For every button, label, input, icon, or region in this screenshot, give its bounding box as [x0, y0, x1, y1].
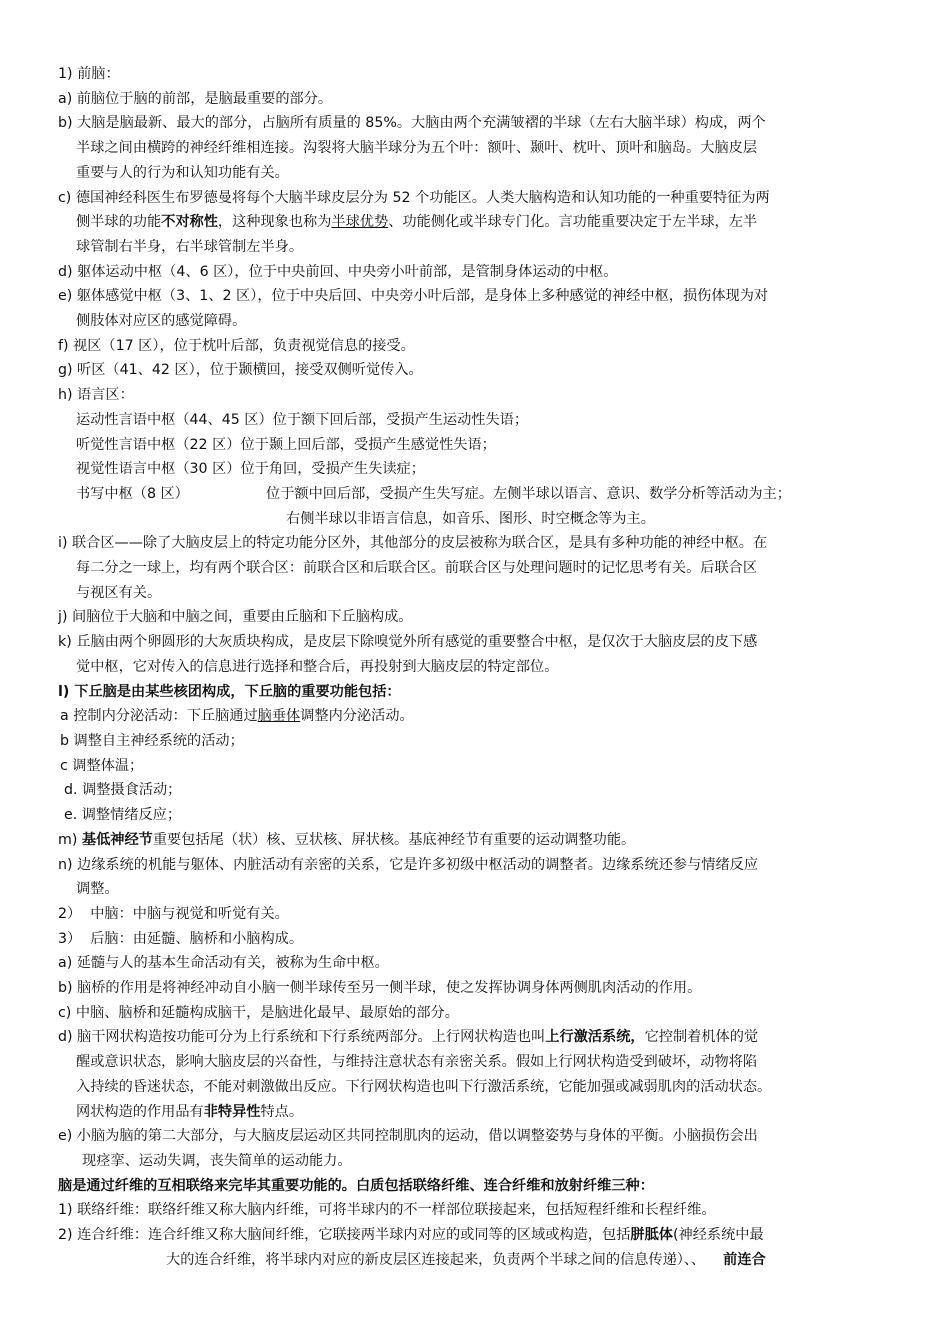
text-run: 重要包括尾（状）核、豆状核、屏状核。基底神经节有重要的运动调整功能。	[152, 831, 636, 848]
text-line: k) 丘脑由两个卵圆形的大灰质块构成，是皮层下除嗅觉外所有感觉的重要整合中枢，是仅次于大脑皮层的皮下感	[58, 634, 758, 651]
text-line	[58, 210, 895, 235]
text-run: (神经系统中最	[672, 1227, 764, 1244]
text-line: e. 调整情绪反应；	[64, 807, 182, 824]
text-line: 醒或意识状态，影响大脑皮层的兴奋性，与维持注意状态有亲密关系。假如上行网状构造受到破坏，动物将陷	[76, 1054, 758, 1071]
text-line: j) 间脑位于大脑和中脑之间，重要由丘脑和下丘脑构成。	[58, 609, 413, 626]
text-line: b) 脑桥的作用是将神经冲动自小脑一侧半球传至另一侧半球，使之发挥协调身体两侧肌肉活动的作用。	[58, 980, 702, 997]
text-run: 2) 连合纤维：连合纤维又称大脑间纤维，它联接两半球内对应的或同等的区域或构造，包括	[58, 1227, 631, 1244]
text-line: c 调整体温；	[60, 757, 144, 774]
underlined-term: 半球优势	[331, 214, 389, 231]
text-line: 3） 后脑：由延髓、脑桥和小脑构成。	[58, 930, 304, 947]
text-run: a 控制内分泌活动：下丘脑通过	[60, 708, 258, 725]
text-run: 侧半球的功能	[76, 214, 162, 231]
bold-term: 基低神经节	[81, 831, 153, 848]
text-line: n) 边缘系统的机能与躯体、内脏活动有亲密的关系，它是许多初级中枢活动的调整者。边缘系统还参与情绪反应	[58, 856, 759, 873]
text-line: 球管制右半身，右半球管制左半身。	[76, 238, 304, 255]
text-line: 2） 中脑：中脑与视觉和听觉有关。	[58, 905, 289, 922]
text-line	[58, 482, 895, 507]
text-run: 大的连合纤维，将半球内对应的新皮层区连接起来，负责两个半球之间的信息传递）、、	[166, 1251, 706, 1268]
text-line: 听觉性言语中枢（22 区）位于颞上回后部，受损产生感觉性失语；	[76, 436, 496, 453]
text-line: g) 听区（41、42 区），位于颞横回，接受双侧听觉传入。	[58, 362, 423, 379]
text-line: c) 中脑、脑桥和延髓构成脑干，是脑进化最早、最原始的部分。	[58, 1004, 459, 1021]
text-run: 位于额中回后部，受损产生失写症。左侧半球以语言、意识、数学分析等活动为主；	[266, 485, 791, 502]
text-line: i) 联合区——除了大脑皮层上的特定功能分区外，其他部分的皮层被称为联合区，是具有多种功能的神经中枢。在	[58, 535, 768, 552]
text-run: ，这种现象也称为	[217, 214, 332, 231]
text-line: e) 小脑为脑的第二大部分，与大脑皮层运动区共同控制肌肉的运动，借以调整姿势与身体的平衡。小脑损伤会出	[58, 1128, 758, 1145]
text-line: b) 大脑是脑最新、最大的部分，占脑所有质量的 85%。大脑由两个充满皱褶的半球（左右大脑半球）构成，两个	[58, 115, 766, 132]
text-run: 它控制着机体的觉	[644, 1029, 759, 1046]
text-line: f) 视区（17 区），位于枕叶后部，负责视觉信息的接受。	[58, 337, 415, 354]
text-line	[58, 704, 895, 729]
text-line	[58, 1248, 895, 1273]
bold-term: 非特异性	[203, 1103, 261, 1120]
text-line: 现痉挛、运动失调，丧失简单的运动能力。	[82, 1152, 352, 1169]
text-line: 调整。	[76, 881, 119, 898]
text-line: a) 延髓与人的基本生命活动有关，被称为生命中枢。	[58, 955, 389, 972]
text-run: 书写中枢（8 区）	[76, 485, 189, 502]
text-line: 1) 前脑：	[58, 66, 120, 82]
text-line: a) 前脑位于脑的前部，是脑最重要的部分。	[58, 90, 333, 107]
text-run: 调整内分泌活动。	[300, 708, 414, 725]
text-line: 视觉性语言中枢（30 区）位于角回，受损产生失读症；	[76, 461, 425, 478]
text-line: e) 躯体感觉中枢（3、1、2 区），位于中央后回、中央旁小叶后部，是身体上多种感觉的神经中枢，损伤体现为对	[58, 288, 769, 305]
text-run: 特点。	[260, 1103, 304, 1120]
text-run: 网状构造的作用品有	[76, 1103, 204, 1120]
bold-term: 胼胝体	[630, 1227, 673, 1244]
text-line: c) 德国神经科医生布罗德曼将每个大脑半球皮层分为 52 个功能区。人类大脑构造和认知功能的一种重要特征为两	[58, 189, 770, 206]
section-heading: 脑是通过纤维的互相联络来完毕其重要功能的。白质包括联络纤维、连合纤维和放射纤维三种：	[58, 1177, 654, 1194]
text-line: d) 躯体运动中枢（4、6 区），位于中央前回、中央旁小叶前部，是管制身体运动的中枢。	[58, 263, 618, 280]
text-line: 右侧半球以非语言信息，如音乐、图形、时空概念等为主。	[286, 510, 655, 527]
text-line: d. 调整摄食活动；	[64, 782, 182, 799]
underlined-term: 脑垂体	[257, 708, 301, 725]
text-line: b 调整自主神经系统的活动；	[60, 732, 244, 749]
text-line: 觉中枢，它对传入的信息进行选择和整合后，再投射到大脑皮层的特定部位。	[76, 658, 559, 675]
text-line: 每二分之一球上，均有两个联合区：前联合区和后联合区。前联合区与处理问题时的记忆思考有关。后联合区	[76, 560, 758, 577]
text-line: 重要与人的行为和认知功能有关。	[76, 164, 289, 181]
text-line	[58, 1100, 895, 1125]
text-run: m)	[58, 831, 82, 848]
text-line: 与视区有关。	[76, 584, 162, 601]
text-line: h) 语言区：	[58, 387, 134, 404]
text-line	[58, 828, 895, 853]
bold-term: 不对称性	[161, 214, 218, 231]
text-line	[58, 1223, 895, 1248]
text-line: 1) 联络纤维：联络纤维又称大脑内纤维，可将半球内的不一样部位联接起来，包括短程纤维和长程纤维。	[58, 1202, 716, 1219]
text-line: 侧肢体对应区的感觉障碍。	[76, 313, 247, 330]
text-line: 入持续的昏迷状态，不能对刺激做出反应。下行网状构造也叫下行激活系统，它能加强或减弱肌肉的活动状态。	[76, 1078, 772, 1095]
bold-term: 前连合	[723, 1251, 766, 1268]
bold-term: 上行激活系统，	[545, 1029, 645, 1046]
text-line	[58, 1025, 895, 1050]
text-run: 、功能侧化或半球专门化。言功能重要决定于左半球，左半	[388, 214, 758, 231]
text-line: 半球之间由横跨的神经纤维相连接。沟裂将大脑半球分为五个叶：额叶、颞叶、枕叶、顶叶和脑岛。大脑皮层	[76, 140, 758, 157]
text-line: 运动性言语中枢（44、45 区）位于额下回后部，受损产生运动性失语；	[76, 411, 529, 428]
section-heading: l) 下丘脑是由某些核团构成，下丘脑的重要功能包括：	[58, 683, 401, 700]
text-run: d) 脑干网状构造按功能可分为上行系统和下行系统两部分。上行网状构造也叫	[58, 1029, 546, 1046]
